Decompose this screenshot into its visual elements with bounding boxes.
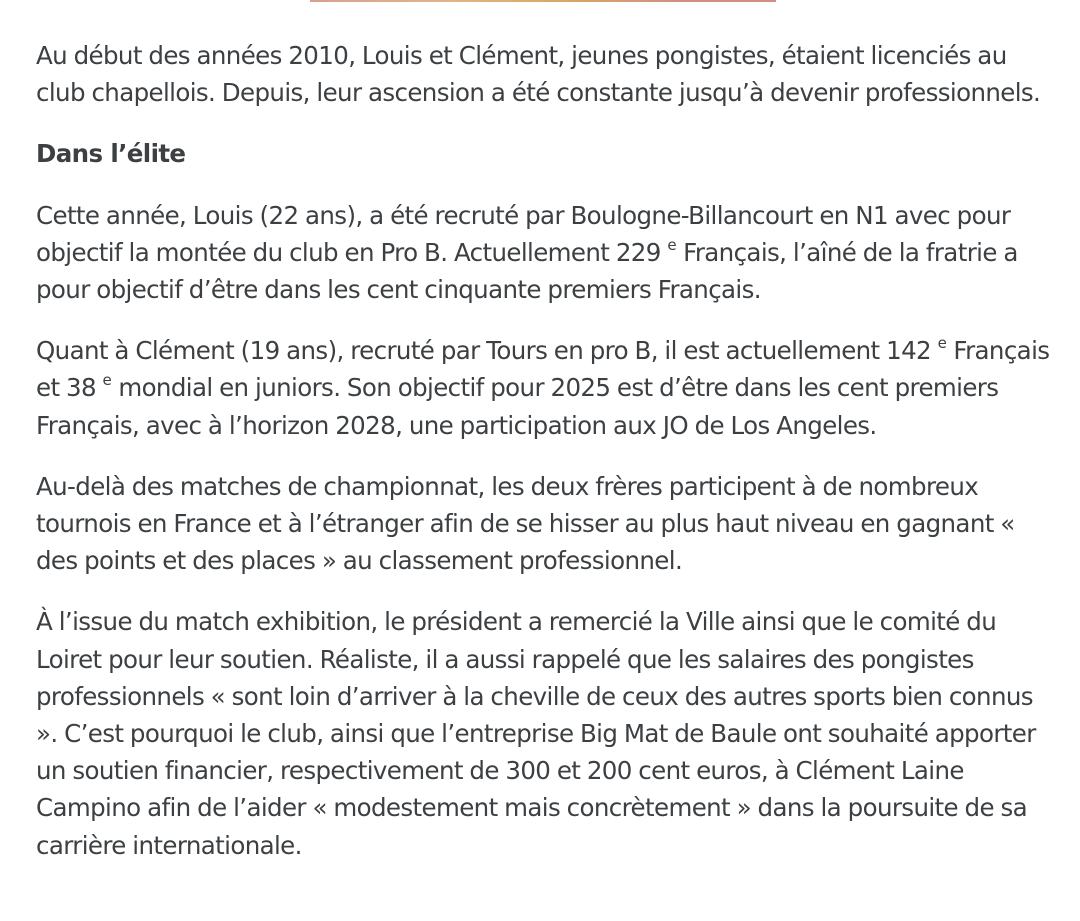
- paragraph-clement-text-3: mondial en juniors. Son objectif pour 2025 est d’être dans les cent premiers Français, avec à l’horizon 2028, une participation aux JO de Los Angeles.: [36, 373, 999, 440]
- section-heading: Dans l’élite: [36, 139, 186, 169]
- paragraph-clement-text-2: Français et 38: [36, 336, 1050, 403]
- paragraph-clement-text-1: Quant à Clément (19 ans), recruté par Tours en pro B, il est actuellement 142: [36, 336, 938, 366]
- paragraph-president: À l’issue du match exhibition, le président a remercié la Ville ainsi que le comité du Loiret pour leur soutien. Réaliste, il a aussi rappelé que les salaires des pongistes professionnels « sont loin d’arriver à la cheville de ceux des autres sports bien connus ». C’est pourquoi le club, ainsi que l’entreprise Big Mat de Baule ont souhaité apporter un soutien financier, respectivement de 300 et 200 cent euros, à Clément Laine Campino afin de l’aider « modestement mais concrètement » dans la poursuite de sa carrière internationale.: [36, 607, 1036, 860]
- article-body: [36, 37, 1052, 888]
- paragraph-louis-text-1: Cette année, Louis (22 ans), a été recruté par Boulogne-Billancourt en N1 avec pour objectif la montée du club en Pro B. Actuellement 229: [36, 200, 1011, 267]
- paragraph-clement: [36, 332, 1052, 444]
- ordinal-suffix: e: [937, 334, 947, 353]
- paragraph-louis-text-2: Français, l’aîné de la fratrie a pour objectif d’être dans les cent cinquante premiers Français.: [36, 237, 1018, 305]
- paragraph-louis: [36, 197, 1052, 309]
- article-image-bottom-edge: [310, 0, 776, 2]
- paragraph-intro: Au début des années 2010, Louis et Clément, jeunes pongistes, étaient licenciés au club chapellois. Depuis, leur ascension a été constante jusqu’à devenir professionnels.: [36, 41, 1041, 108]
- ordinal-suffix: e: [102, 371, 112, 390]
- paragraph-tournaments: Au-delà des matches de championnat, les deux frères participent à de nombreux tournois en France et à l’étranger afin de se hisser au plus haut niveau en gagnant « des points et des places » au classement professionnel.: [36, 471, 1015, 576]
- ordinal-suffix: e: [667, 235, 677, 254]
